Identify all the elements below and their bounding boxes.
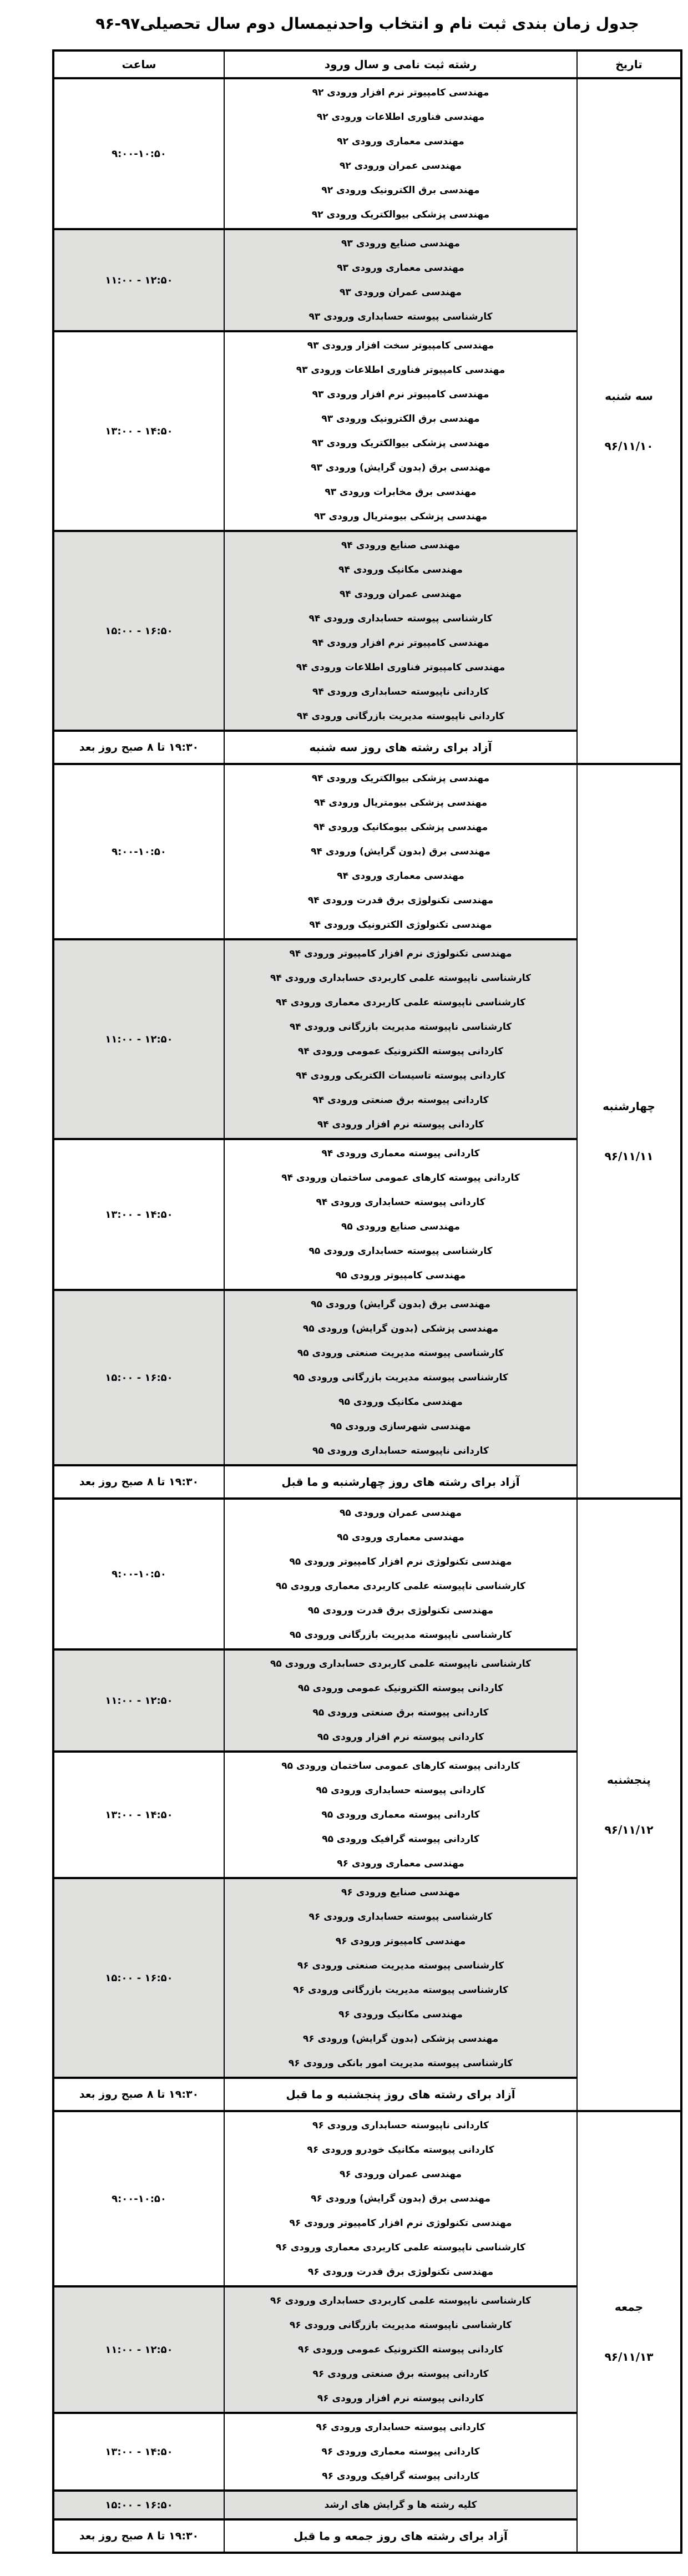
- time-block-0-2: [54, 330, 576, 530]
- time-block-2-2: [54, 1750, 576, 1877]
- majors-cell: [225, 230, 576, 330]
- free-access-time: ۱۹:۳۰ تا ۸ صبح روز بعد: [54, 732, 225, 763]
- time-block-3-3: [54, 2489, 576, 2518]
- header-date: تاریخ: [576, 52, 680, 77]
- time-block-2-3: [54, 1877, 576, 2077]
- majors-cell: [225, 79, 576, 228]
- time-cell: ۱۳:۰۰ - ۱۴:۵۰: [54, 2414, 225, 2489]
- major-row: کاردانی پیوسته کارهای عمومی ساختمان ورودی ۹۵: [281, 1760, 520, 1772]
- major-row: کارشناسی ناپیوسته علمی کاربردی حسابداری ورودی ۹۴: [270, 973, 532, 984]
- major-row: کاردانی پیوسته معماری ورودی ۹۵: [321, 1809, 480, 1820]
- major-row: مهندسی پزشکی بیوالکتریک ورودی ۹۴: [311, 773, 490, 784]
- time-block-3-1: [54, 2285, 576, 2412]
- time-cell: ۱۱:۰۰ - ۱۲:۵۰: [54, 1651, 225, 1750]
- major-row: مهندسی کامپیوتر نرم افزار ورودی ۹۳: [312, 389, 489, 400]
- time-block-2-0: [54, 1500, 576, 1648]
- time-cell: ۱۳:۰۰ - ۱۴:۵۰: [54, 332, 225, 530]
- major-row: مهندسی برق (بدون گرایش) ورودی ۹۵: [311, 1299, 490, 1310]
- major-row: کارشناسی پیوسته مدیریت صنعتی ورودی ۹۶: [297, 1960, 504, 1971]
- schedule-table: [52, 49, 682, 2554]
- major-row: کارشناسی ناپیوسته علمی کاربردی معماری ورودی ۹۴: [276, 997, 525, 1008]
- day-date: ۹۶/۱۱/۱۳: [604, 2350, 654, 2364]
- majors-cell: [225, 2112, 576, 2285]
- major-row: کارشناسی پیوسته مدیریت صنعتی ورودی ۹۵: [297, 1348, 504, 1359]
- time-cell: ۱۳:۰۰ - ۱۴:۵۰: [54, 1140, 225, 1289]
- major-row: مهندسی پزشکی (بدون گرایش) ورودی ۹۶: [302, 2033, 499, 2044]
- majors-cell: [225, 2414, 576, 2489]
- major-row: کارشناسی ناپیوسته علمی کاربردی معماری ورودی ۹۶: [276, 2242, 525, 2253]
- day-content: [54, 79, 576, 763]
- time-block-0-0: [54, 79, 576, 228]
- time-block-1-0: [54, 765, 576, 938]
- major-row: کلیه رشته ها و گرایش های ارشد: [324, 2499, 477, 2511]
- free-access-time: ۱۹:۳۰ تا ۸ صبح روز بعد: [54, 2521, 225, 2552]
- day-date: ۹۶/۱۱/۱۱: [604, 1150, 654, 1163]
- major-row: مهندسی تکنولوژی برق قدرت ورودی ۹۴: [307, 895, 494, 906]
- free-access-time: ۱۹:۳۰ تا ۸ صبح روز بعد: [54, 2079, 225, 2110]
- major-row: مهندسی معماری ورودی ۹۴: [337, 871, 464, 882]
- major-row: مهندسی برق (بدون گرایش) ورودی ۹۳: [311, 462, 490, 473]
- major-row: مهندسی عمران ورودی ۹۶: [339, 2169, 462, 2180]
- major-row: مهندسی کامپیوتر نرم افزار ورودی ۹۲: [312, 87, 489, 98]
- major-row: مهندسی معماری ورودی ۹۳: [337, 262, 464, 274]
- time-cell: ۱۱:۰۰ - ۱۲:۵۰: [54, 2287, 225, 2412]
- major-row: کاردانی ناپیوسته مدیریت بازرگانی ورودی ۹۴: [296, 711, 505, 722]
- time-cell: ۹:۰۰-۱۰:۵۰: [54, 1500, 225, 1648]
- major-row: کاردانی پیوسته مکانیک خودرو ورودی ۹۶: [307, 2144, 494, 2155]
- major-row: مهندسی صنایع ورودی ۹۴: [341, 540, 460, 551]
- date-cell: [576, 2112, 680, 2552]
- major-row: مهندسی برق الکترونیک ورودی ۹۲: [321, 185, 480, 196]
- major-row: کارشناسی ناپیوسته علمی کاربردی معماری ورودی ۹۵: [276, 1581, 525, 1592]
- majors-cell: [225, 332, 576, 530]
- day-name: چهارشنبه: [603, 1100, 655, 1113]
- page-title: جدول زمان بندی ثبت نام و انتخاب واحدنیمسال دوم سال تحصیلی۹۷-۹۶: [95, 14, 639, 33]
- major-row: مهندسی پزشکی بیومکانیک ورودی ۹۴: [313, 822, 488, 833]
- header-time: ساعت: [54, 52, 225, 77]
- majors-cell: [225, 2287, 576, 2412]
- major-row: کاردانی پیوسته گرافیک ورودی ۹۵: [322, 1834, 479, 1845]
- day-section-0: [54, 79, 680, 763]
- date-cell: [576, 79, 680, 763]
- time-cell: ۱۵:۰۰ - ۱۶:۵۰: [54, 1879, 225, 2077]
- major-row: کاردانی پیوسته برق صنعتی ورودی ۹۴: [312, 1095, 489, 1106]
- major-row: مهندسی برق الکترونیک ورودی ۹۳: [321, 413, 480, 424]
- major-row: مهندسی صنایع ورودی ۹۵: [341, 1221, 460, 1232]
- major-row: مهندسی برق مخابرات ورودی ۹۳: [325, 487, 477, 498]
- free-access-label: آزاد برای رشته های روز سه شنبه: [309, 741, 492, 754]
- majors-cell: [225, 2492, 576, 2518]
- day-section-1: [54, 763, 680, 1497]
- major-row: کارشناسی پیوسته مدیریت امور بانکی ورودی ۹۶: [288, 2058, 513, 2069]
- major-row: مهندسی معماری ورودی ۹۶: [337, 1858, 464, 1869]
- majors-cell: [225, 940, 576, 1138]
- major-row: مهندسی مکانیک ورودی ۹۴: [338, 564, 463, 575]
- majors-cell: [225, 1291, 576, 1464]
- majors-cell: [225, 1651, 576, 1750]
- free-access-label: آزاد برای رشته های روز جمعه و ما قبل: [294, 2529, 508, 2543]
- majors-cell: [225, 1753, 576, 1877]
- major-row: کاردانی پیوسته گرافیک ورودی ۹۶: [322, 2471, 479, 2482]
- major-row: کاردانی ناپیوسته حسابداری ورودی ۹۶: [312, 2120, 489, 2131]
- major-row: مهندسی برق (بدون گرایش) ورودی ۹۶: [311, 2193, 490, 2204]
- major-row: کاردانی پیوسته کارهای عمومی ساختمان ورودی ۹۴: [281, 1172, 520, 1183]
- majors-cell: [225, 1879, 576, 2077]
- major-row: مهندسی برق (بدون گرایش) ورودی ۹۴: [311, 846, 490, 857]
- time-cell: ۱۱:۰۰ - ۱۲:۵۰: [54, 940, 225, 1138]
- major-row: کارشناسی ناپیوسته مدیریت بازرگانی ورودی ۹۵: [289, 1629, 512, 1641]
- time-block-1-2: [54, 1138, 576, 1289]
- free-access-row: [54, 2518, 576, 2552]
- free-access-time: ۱۹:۳۰ تا ۸ صبح روز بعد: [54, 1466, 225, 1497]
- major-row: کارشناسی پیوسته مدیریت بازرگانی ورودی ۹۵: [293, 1372, 508, 1383]
- major-row: مهندسی کامپیوتر ورودی ۹۶: [335, 1936, 466, 1947]
- day-date: ۹۶/۱۱/۱۲: [604, 1823, 654, 1836]
- time-block-0-3: [54, 530, 576, 730]
- majors-cell: [225, 532, 576, 730]
- majors-cell: [225, 1500, 576, 1648]
- day-date: ۹۶/۱۱/۱۰: [604, 439, 654, 453]
- time-cell: ۱۵:۰۰ - ۱۶:۵۰: [54, 1291, 225, 1464]
- major-row: کاردانی پیوسته نرم افزار ورودی ۹۵: [317, 1732, 484, 1743]
- major-row: مهندسی پزشکی بیوالکتریک ورودی ۹۳: [311, 438, 490, 449]
- major-row: مهندسی پزشکی بیومتریال ورودی ۹۳: [313, 511, 488, 522]
- major-row: مهندسی تکنولوژی نرم افزار کامپیوتر ورودی ۹۴: [289, 948, 512, 959]
- time-cell: ۹:۰۰-۱۰:۵۰: [54, 79, 225, 228]
- major-row: مهندسی معماری ورودی ۹۲: [337, 136, 464, 147]
- free-access-row: [54, 2077, 576, 2110]
- major-row: کاردانی پیوسته معماری ورودی ۹۴: [321, 1148, 480, 1159]
- day-section-2: [54, 1497, 680, 2110]
- major-row: کاردانی پیوسته تاسیسات الکتریکی ورودی ۹۴: [296, 1070, 505, 1081]
- day-name: سه شنبه: [605, 389, 653, 403]
- major-row: کاردانی پیوسته حسابداری ورودی ۹۶: [316, 2422, 485, 2433]
- major-row: مهندسی شهرسازی ورودی ۹۵: [330, 1421, 471, 1432]
- major-row: کاردانی پیوسته برق صنعتی ورودی ۹۶: [312, 2368, 489, 2380]
- major-row: مهندسی تکنولوژی برق قدرت ورودی ۹۶: [307, 2266, 494, 2278]
- major-row: کاردانی ناپیوسته حسابداری ورودی ۹۵: [312, 1445, 489, 1456]
- major-row: کارشناسی پیوسته حسابداری ورودی ۹۳: [308, 311, 493, 322]
- time-block-1-3: [54, 1289, 576, 1464]
- major-row: مهندسی صنایع ورودی ۹۳: [341, 238, 460, 249]
- time-cell: ۱۱:۰۰ - ۱۲:۵۰: [54, 230, 225, 330]
- day-name: پنجشنبه: [607, 1773, 651, 1787]
- day-content: [54, 2112, 576, 2552]
- table-header-row: [54, 52, 680, 79]
- major-row: کاردانی پیوسته حسابداری ورودی ۹۵: [316, 1785, 485, 1796]
- major-row: کارشناسی ناپیوسته علمی کاربردی حسابداری ورودی ۹۶: [270, 2295, 532, 2306]
- major-row: کارشناسی ناپیوسته علمی کاربردی حسابداری ورودی ۹۵: [270, 1658, 532, 1669]
- major-row: مهندسی کامپیوتر ورودی ۹۵: [335, 1270, 466, 1281]
- major-row: کاردانی پیوسته نرم افزار ورودی ۹۴: [317, 1119, 484, 1130]
- major-row: کارشناسی پیوسته حسابداری ورودی ۹۴: [308, 613, 493, 624]
- major-row: مهندسی فناوری اطلاعات ورودی ۹۲: [316, 112, 485, 123]
- header-major: رشته ثبت نامی و سال ورود: [324, 58, 477, 71]
- time-block-3-2: [54, 2412, 576, 2489]
- major-row: کاردانی پیوسته حسابداری ورودی ۹۴: [316, 1197, 485, 1208]
- major-row: کارشناسی ناپیوسته مدیریت بازرگانی ورودی ۹۴: [289, 1021, 512, 1033]
- major-row: مهندسی پزشکی (بدون گرایش) ورودی ۹۵: [302, 1323, 499, 1334]
- time-block-3-0: [54, 2112, 576, 2285]
- major-row: مهندسی عمران ورودی ۹۵: [339, 1507, 462, 1519]
- major-row: مهندسی کامپیوتر فناوری اطلاعات ورودی ۹۴: [296, 662, 505, 673]
- time-cell: ۹:۰۰-۱۰:۵۰: [54, 765, 225, 938]
- major-row: مهندسی تکنولوژی نرم افزار کامپیوتر ورودی ۹۵: [289, 1556, 512, 1567]
- major-row: کارشناسی پیوسته مدیریت بازرگانی ورودی ۹۶: [293, 1985, 508, 1996]
- free-access-label: آزاد برای رشته های روز پنجشنبه و ما قبل: [286, 2088, 515, 2101]
- time-block-2-1: [54, 1648, 576, 1750]
- free-access-row: [54, 730, 576, 763]
- major-row: کاردانی پیوسته نرم افزار ورودی ۹۶: [317, 2393, 484, 2404]
- major-row: مهندسی کامپیوتر فناوری اطلاعات ورودی ۹۳: [296, 365, 505, 376]
- majors-cell: [225, 1140, 576, 1289]
- major-row: کاردانی پیوسته الکترونیک عمومی ورودی ۹۶: [297, 2344, 504, 2355]
- major-row: کارشناسی پیوسته حسابداری ورودی ۹۵: [308, 1246, 493, 1257]
- major-row: مهندسی مکانیک ورودی ۹۵: [338, 1396, 463, 1408]
- major-row: کاردانی پیوسته معماری ورودی ۹۶: [321, 2446, 480, 2457]
- time-cell: ۹:۰۰-۱۰:۵۰: [54, 2112, 225, 2285]
- major-row: مهندسی عمران ورودی ۹۲: [339, 160, 462, 171]
- time-block-0-1: [54, 228, 576, 330]
- major-row: مهندسی صنایع ورودی ۹۶: [341, 1887, 460, 1898]
- major-row: کاردانی پیوسته الکترونیک عمومی ورودی ۹۴: [297, 1046, 504, 1057]
- major-row: کاردانی ناپیوسته حسابداری ورودی ۹۴: [312, 686, 489, 697]
- time-block-1-1: [54, 938, 576, 1138]
- major-row: کاردانی پیوسته برق صنعتی ورودی ۹۵: [312, 1707, 489, 1718]
- free-access-label: آزاد برای رشته های روز چهارشنبه و ما قبل: [281, 1475, 520, 1489]
- time-cell: ۱۵:۰۰ - ۱۶:۵۰: [54, 2492, 225, 2518]
- date-cell: [576, 765, 680, 1497]
- day-content: [54, 1500, 576, 2110]
- free-access-row: [54, 1464, 576, 1497]
- major-row: مهندسی عمران ورودی ۹۳: [339, 287, 462, 298]
- major-row: کارشناسی ناپیوسته مدیریت بازرگانی ورودی ۹۶: [289, 2320, 512, 2331]
- majors-cell: [225, 765, 576, 938]
- major-row: مهندسی تکنولوژی الکترونیک ورودی ۹۴: [309, 919, 492, 930]
- major-row: مهندسی معماری ورودی ۹۵: [337, 1532, 464, 1543]
- major-row: مهندسی پزشکی بیوالکتریک ورودی ۹۲: [311, 209, 490, 220]
- day-name: جمعه: [614, 2300, 644, 2314]
- major-row: مهندسی مکانیک ورودی ۹۶: [338, 2009, 463, 2020]
- major-row: مهندسی تکنولوژی نرم افزار کامپیوتر ورودی ۹۶: [289, 2218, 512, 2229]
- major-row: مهندسی کامپیوتر سخت افزار ورودی ۹۳: [307, 340, 494, 351]
- day-content: [54, 765, 576, 1497]
- major-row: کاردانی پیوسته الکترونیک عمومی ورودی ۹۵: [297, 1683, 504, 1694]
- major-row: مهندسی تکنولوژی برق قدرت ورودی ۹۵: [307, 1605, 494, 1616]
- major-row: مهندسی کامپیوتر نرم افزار ورودی ۹۴: [312, 637, 489, 649]
- date-cell: [576, 1500, 680, 2110]
- days-container: [54, 79, 680, 2552]
- day-section-3: [54, 2110, 680, 2552]
- time-cell: ۱۳:۰۰ - ۱۴:۵۰: [54, 1753, 225, 1877]
- major-row: مهندسی عمران ورودی ۹۴: [339, 589, 462, 600]
- major-row: مهندسی پزشکی بیومتریال ورودی ۹۴: [313, 797, 488, 808]
- time-cell: ۱۵:۰۰ - ۱۶:۵۰: [54, 532, 225, 730]
- major-row: کارشناسی پیوسته حسابداری ورودی ۹۶: [308, 1911, 493, 1922]
